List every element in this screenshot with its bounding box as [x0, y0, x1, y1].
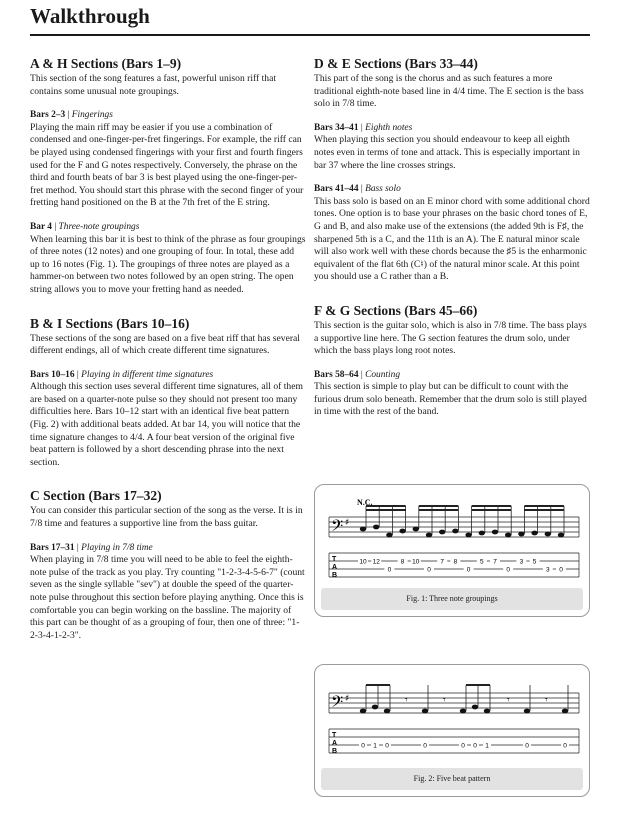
fig1-notation [321, 491, 583, 587]
tab-number: 3 [545, 566, 550, 574]
tab-number: 0 [461, 742, 465, 750]
tab-number: 1 [485, 742, 489, 750]
note-head [360, 527, 366, 532]
title-rule [30, 34, 590, 36]
tab-number: 0 [427, 566, 431, 574]
tab-number: 10 [359, 558, 367, 566]
tab-number: 12 [372, 558, 380, 566]
note-head [562, 709, 568, 714]
subheading-bars-34-41: Bars 34–41 | Eighth notes [314, 122, 413, 133]
fig1-tab-numbers [358, 558, 566, 574]
bass-clef-icon: 𝄢 [331, 693, 344, 715]
tab-number: 0 [361, 742, 365, 750]
section-heading-a-h: A & H Sections (Bars 1–9) [30, 56, 182, 71]
note-head [386, 533, 392, 538]
tab-number: 0 [385, 742, 389, 750]
note-head [505, 533, 511, 538]
tab-number: 0 [423, 742, 427, 750]
note-head [531, 531, 537, 536]
tab-number: 1 [373, 742, 377, 750]
fig2-note-group [360, 685, 568, 713]
fig2-caption: Fig. 2: Five beat pattern [321, 768, 583, 790]
tab-number: 0 [466, 566, 471, 574]
note-head [479, 531, 485, 536]
note-head [484, 709, 490, 714]
note-head [439, 530, 445, 535]
body-bar-4: When learning this bar it is best to think of the phrase as four groupings of three notes (12 notes) and one grouping of four. In total, these add up to 16 notes (Fig. 1). The groupings of three notes are played as a hammer-on between two notes followed by an open string. The open string allows you to move your fretting hand as needed. [30, 233, 306, 295]
note-head [426, 533, 432, 538]
note-head [360, 709, 366, 714]
note-head [372, 705, 378, 710]
tab-number: 0 [506, 566, 511, 574]
subheading-bars-41-44: Bars 41–44 | Bass solo [314, 184, 401, 195]
tab-clef-a-icon: A [332, 740, 338, 747]
page-title: Walkthrough [30, 4, 150, 28]
sharp-key-signature-icon: ♯ [345, 694, 350, 704]
section-intro-d-e: This part of the song is the chorus and as such features a more traditional eighth-note based line in 4/4 time. The E section is the bass solo in 7/8 time. [314, 73, 584, 110]
note-head [399, 529, 405, 534]
fig2-notation [321, 671, 583, 767]
note-head [472, 705, 478, 710]
sharp-key-signature-icon: ♯ [345, 518, 350, 528]
note-head [460, 709, 466, 714]
body-bars-58-64: This section is simple to play but can be difficult to count with the furious drum solo beneath. Remember that the drum solo is still played in time with the rest of the band. [314, 381, 587, 418]
tab-number: 5 [479, 558, 484, 566]
tab-clef-a-icon: A [332, 564, 338, 571]
section-intro-a-h: This section of the song features a fast, powerful unison riff that contains some unusual note groupings. [30, 73, 276, 97]
figure-three-note-groupings [314, 484, 590, 617]
subheading-bars-58-64: Bars 58–64 | Counting [314, 369, 401, 380]
note-head [413, 527, 419, 532]
subheading-bar-4: Bar 4 | Three-note groupings [30, 221, 140, 232]
note-head [545, 532, 551, 537]
subheading-bars-10-16: Bars 10–16 | Playing in different time signatures [30, 369, 214, 380]
eighth-rest-icon: 𝄾 [443, 695, 446, 706]
subheading-bars-2-3: Bars 2–3 | Fingerings [30, 110, 113, 121]
right-column [314, 56, 590, 419]
note-head [492, 530, 498, 535]
tab-number: 8 [453, 558, 458, 566]
section-heading-f-g: F & G Sections (Bars 45–66) [314, 302, 478, 318]
tab-number: 8 [400, 558, 405, 566]
section-intro-f-g: This section is the guitar solo, which is also in 7/8 time. The bass plays a supportive line here. The G section features the drum solo, under which the bass plays long root notes. [314, 319, 587, 357]
section-heading-d-e: D & E Sections (Bars 33–44) [314, 56, 478, 71]
note-head [452, 529, 458, 534]
tab-number: 3 [519, 558, 524, 566]
fig1-chord-symbol: N.C. [357, 498, 373, 507]
note-head [465, 533, 471, 538]
tab-number: 7 [493, 558, 497, 566]
left-column [30, 56, 306, 642]
tab-number: 7 [440, 558, 445, 566]
note-head [524, 709, 530, 714]
eighth-rest-icon: 𝄾 [405, 695, 408, 706]
note-head [373, 525, 379, 530]
subheading-bars-17-31: Bars 17–31 | Playing in 7/8 time [30, 542, 153, 553]
section-heading-c: C Section (Bars 17–32) [30, 488, 162, 504]
tab-number: 0 [525, 742, 529, 750]
tab-number: 0 [473, 742, 477, 750]
tab-clef-icon: T [332, 556, 337, 563]
eighth-rest-icon: 𝄾 [545, 695, 548, 706]
tab-number: 0 [559, 566, 563, 574]
tab-number: 0 [387, 566, 392, 574]
tab-number: 0 [563, 742, 567, 750]
section-heading-b-i: B & I Sections (Bars 10–16) [30, 315, 190, 331]
tab-clef-icon: T [332, 732, 337, 739]
note-head [518, 532, 524, 537]
tab-clef-b-icon: B [332, 748, 338, 755]
tab-clef-b-icon: B [332, 572, 338, 579]
fig1-caption: Fig. 1: Three note groupings [321, 588, 583, 610]
note-head [558, 533, 564, 538]
section-intro-c: You can consider this particular section of the song as the verse. It is in 7/8 time and features a supportive line from the bass guitar. [30, 505, 303, 530]
body-bars-2-3: Playing the main riff may be easier if you use a combination of condensed and one-finger-per-fret fingerings. For example, the riff can be played using condensed fingerings with your first and fourth fingers used for the F and G notes respectively. Conversely, the phrase on the third and fourth beats of bar 3 is best played using the one-finger-per-fret method. You should start this phrase with the second finger of your fretting hand positioned on the B at the 7th fret of the E string. [30, 121, 304, 209]
note-head [384, 709, 390, 714]
note-head [422, 709, 428, 714]
bass-clef-icon: 𝄢 [331, 517, 344, 539]
body-bars-17-31: When playing in 7/8 time you will need to be able to feel the eighth-note pulse of the track as you play. Try counting "1-2-3-4-5-6-7" (count seven as the single syllable "sev") at double the speed of the quarter-note pulse throughout this section before playing anything. Once this is comfortable you can begin working on the bassline. The majority of this part can be thought of as a grouping of four, then one of three: "1-2-3-4-1-2-3". [30, 554, 305, 641]
body-bars-10-16: Although this section uses several different time signatures, all of them are based on a quarter-note pulse so they should not present too many difficulties here. Bars 10–12 start with an identical five beat pattern (Fig. 2) with additional beats added. At bar 14, you will notice that the time signature changes to 4/4. A four beat version of the original five beat pattern is followed by a short descending phrase into the next section. [30, 381, 303, 468]
figure-five-beat-pattern [314, 664, 590, 797]
fig2-tab-numbers [359, 742, 569, 750]
tab-number: 5 [532, 558, 537, 566]
body-bars-41-44: This bass solo is based on an E minor chord with some additional chord tones. One option is to base your phrases on the basic chord tones of E, G and B, and also make use of the extensions (the added 9th is F♯, the sharpened 5th is a C, and the 11th is an A). The E natural minor scale will also work well with these chords because the ♯5 is the enharmonic equivalent of the flat 6th (C♮) of the natural minor scale. At this point you should use a C rather than a B. [314, 195, 590, 283]
body-bars-34-41: When playing this section you should endeavour to keep all eighth notes even in terms of tone and attack. This is especially important in bar 37 where the line crosses strings. [314, 134, 580, 171]
eighth-rest-icon: 𝄾 [507, 695, 510, 706]
section-intro-b-i: These sections of the song are based on a five beat riff that has several different endings, all of which create different time signatures. [30, 332, 300, 357]
tab-number: 10 [412, 558, 420, 566]
